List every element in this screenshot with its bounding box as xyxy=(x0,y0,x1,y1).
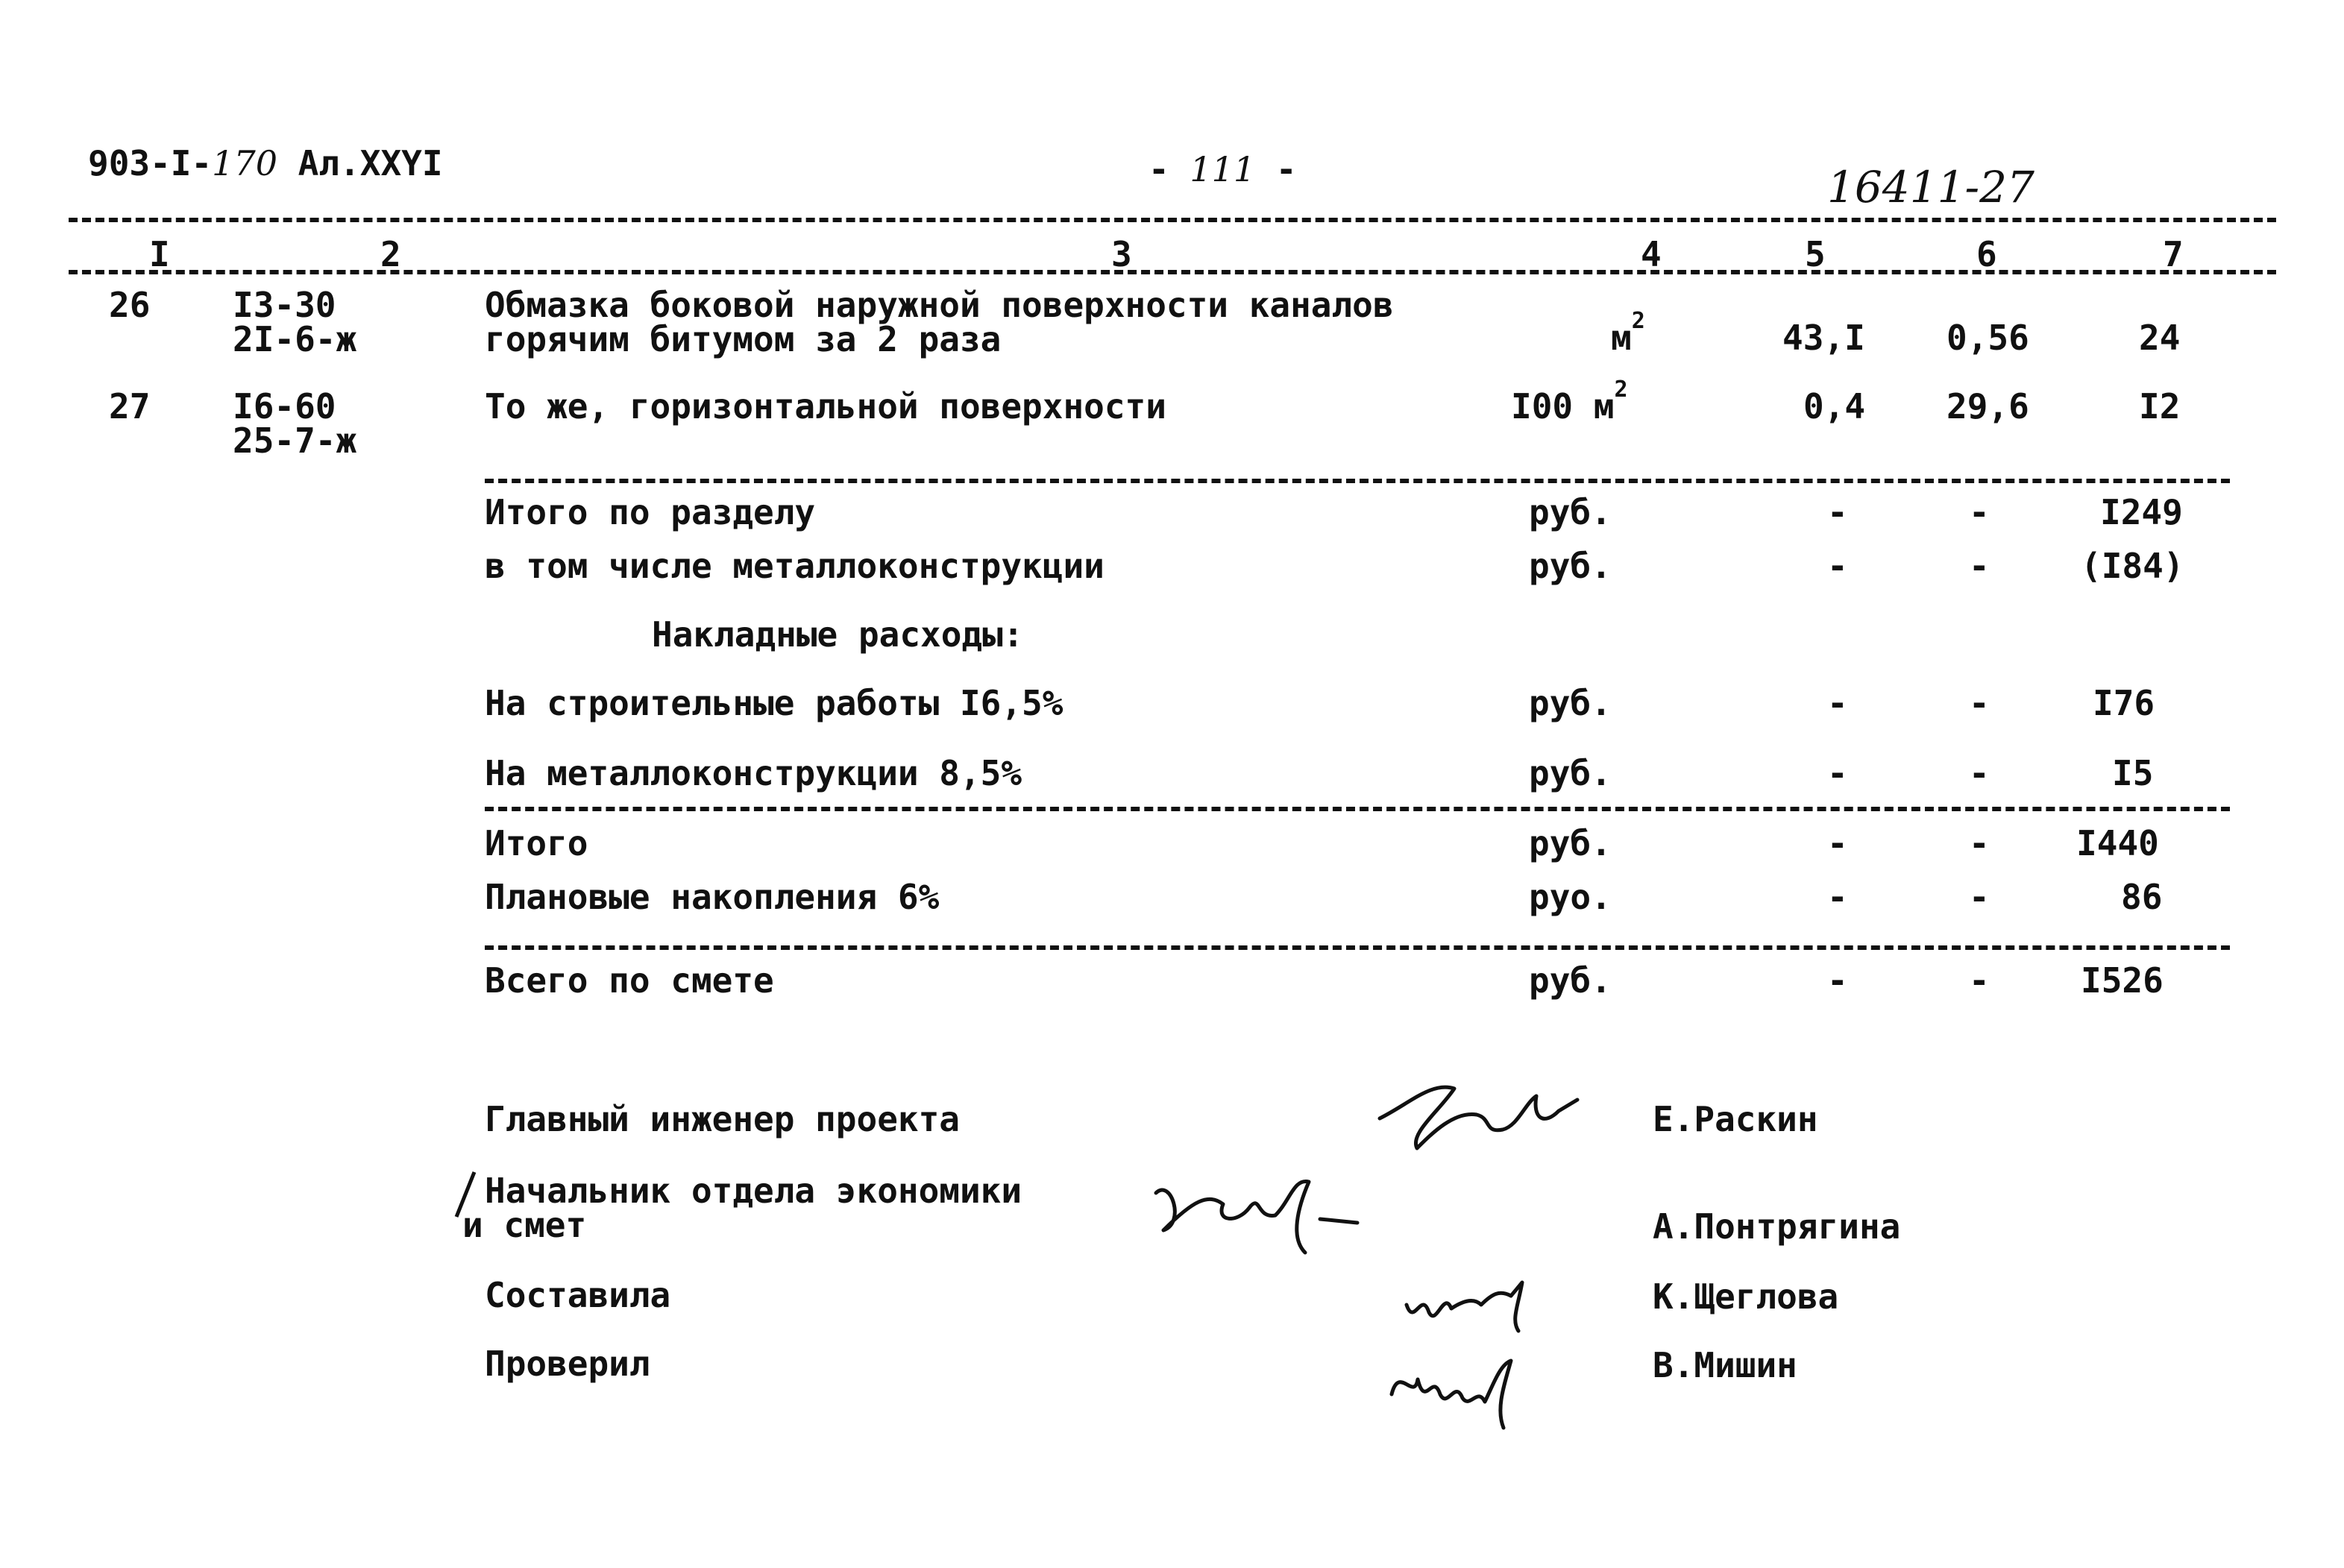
summary-total: I76 xyxy=(2093,683,2155,723)
document-code-prefix: 903-I- xyxy=(88,143,213,183)
summary-unit: руб. xyxy=(1529,823,1612,863)
column-header-6: 6 xyxy=(1976,234,1997,274)
signatory-name: К.Щеглова xyxy=(1653,1276,1839,1317)
row-code-line2: 25-7-ж xyxy=(233,421,357,461)
row-total: I2 xyxy=(2139,386,2181,426)
summary-unit: руо. xyxy=(1529,877,1612,917)
row-code-line1: I3-30 xyxy=(233,285,336,325)
grand-total-value: I526 xyxy=(2081,960,2164,1001)
summary-price: - xyxy=(1969,546,1990,586)
handwritten-signature xyxy=(1365,1059,1589,1163)
summary-label: Итого по разделу xyxy=(485,492,816,532)
summary-unit: руб. xyxy=(1529,492,1612,532)
summary-price: - xyxy=(1969,877,1990,917)
row-description-line2: горячим битумом за 2 раза xyxy=(485,319,1002,359)
document-code xyxy=(88,143,443,183)
summary-total: I5 xyxy=(2112,753,2154,793)
summary-unit: руб. xyxy=(1529,683,1612,723)
header-divider-bottom xyxy=(69,270,2276,274)
row-number: 26 xyxy=(109,285,151,325)
grand-total-price: - xyxy=(1969,960,1990,1001)
handwritten-signature xyxy=(1399,1260,1548,1342)
summary-label: Плановые накопления 6% xyxy=(485,877,940,917)
signatory-name: В.Мишин xyxy=(1653,1345,1797,1385)
summary-label: Итого xyxy=(485,823,588,863)
summary-total: I249 xyxy=(2100,492,2183,532)
summary-total: 86 xyxy=(2121,877,2163,917)
row-unit: I00 $м^2$ xyxy=(1511,377,1628,426)
row-code-line1: I6-60 xyxy=(233,386,336,426)
grand-total-label: Всего по смете xyxy=(485,960,774,1001)
row-unit-price: 29,6 xyxy=(1946,386,2029,426)
summary-price: - xyxy=(1969,823,1990,863)
page-number-value: 111 xyxy=(1190,149,1256,189)
summary-unit: руб. xyxy=(1529,753,1612,793)
row-unit-price: 0,56 xyxy=(1946,318,2029,358)
summary-label: На металлоконструкции 8,5% xyxy=(485,753,1022,793)
row-description-line1: Обмазка боковой наружной поверхности каналов xyxy=(485,285,1394,325)
header-divider-top xyxy=(69,218,2276,222)
summary-quantity: - xyxy=(1827,877,1848,917)
summary-divider-middle xyxy=(485,807,2230,811)
document-code-suffix: Ал.XXYI xyxy=(277,143,443,183)
summary-divider-top xyxy=(485,479,2230,483)
row-quantity: 0,4 xyxy=(1803,386,1866,426)
summary-label: в том числе металлоконструкции xyxy=(485,546,1105,586)
summary-price: - xyxy=(1969,683,1990,723)
summary-unit: руб. xyxy=(1529,546,1612,586)
summary-price: - xyxy=(1969,492,1990,532)
summary-quantity: - xyxy=(1827,492,1848,532)
summary-quantity: - xyxy=(1827,546,1848,586)
overhead-heading: Накладные расходы: xyxy=(652,614,1024,655)
column-header-3: 3 xyxy=(1111,234,1132,274)
row-number: 27 xyxy=(109,386,151,426)
signatory-name: Е.Раскин xyxy=(1653,1099,1818,1139)
column-header-5: 5 xyxy=(1805,234,1826,274)
summary-label: На строительные работы I6,5% xyxy=(485,683,1063,723)
signatory-role-line2: и смет xyxy=(462,1205,587,1245)
column-header-2: 2 xyxy=(380,234,401,274)
handwritten-signature xyxy=(1134,1148,1372,1260)
signatory-role-line1: Начальник отдела экономики xyxy=(485,1171,1022,1211)
summary-divider-bottom xyxy=(485,945,2230,950)
summary-quantity: - xyxy=(1827,683,1848,723)
grand-total-unit: руб. xyxy=(1529,960,1612,1001)
summary-quantity: - xyxy=(1827,823,1848,863)
row-quantity: 43,I xyxy=(1782,318,1865,358)
inventory-number: 16411-27 xyxy=(1827,162,2034,212)
signatory-role: Главный инженер проекта xyxy=(485,1099,960,1139)
signatory-role: Составила xyxy=(485,1275,671,1315)
document-code-handwritten: 170 xyxy=(212,143,277,183)
page-number: - 111 - xyxy=(1149,149,1297,189)
column-header-4: 4 xyxy=(1641,234,1662,274)
summary-total: I440 xyxy=(2076,823,2159,863)
row-code-line2: 2I-6-ж xyxy=(233,319,357,359)
signatory-role: Проверил xyxy=(485,1344,650,1384)
summary-quantity: - xyxy=(1827,753,1848,793)
column-header-1: I xyxy=(149,234,170,274)
summary-price: - xyxy=(1969,753,1990,793)
row-description-line1: То же, горизонтальной поверхности xyxy=(485,386,1166,426)
summary-total: (I84) xyxy=(2081,546,2184,586)
row-unit: $м^2$ xyxy=(1611,308,1645,358)
signatory-name: А.Понтрягина xyxy=(1653,1206,1901,1247)
column-header-7: 7 xyxy=(2163,234,2184,274)
grand-total-quantity: - xyxy=(1827,960,1848,1001)
row-total: 24 xyxy=(2139,318,2181,358)
handwritten-signature xyxy=(1377,1335,1526,1432)
